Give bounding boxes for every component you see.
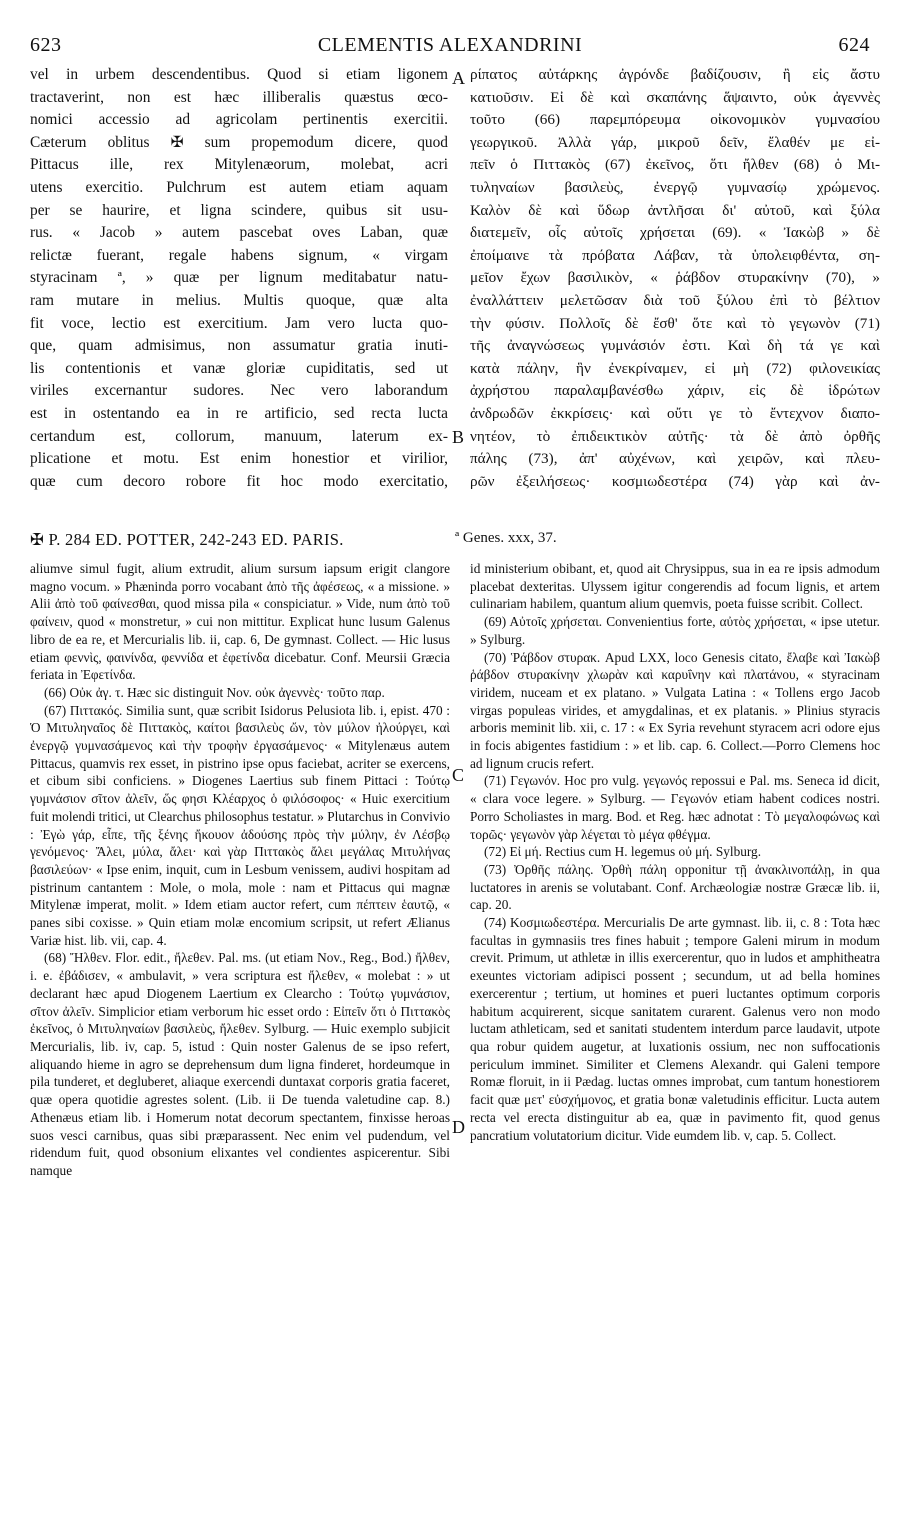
edition-reference: ✠ P. 284 ED. POTTER, 242-243 ED. PARIS. bbox=[30, 530, 344, 549]
margin-marker-d: D bbox=[452, 1117, 465, 1137]
greek-text-line: τοῦτο (66) παρεμπόρευμα οἰκονομικὸν γυμνασίου bbox=[470, 111, 880, 129]
latin-text-line: plicatione et motu. Est enim honestior et virilior, bbox=[30, 450, 448, 468]
latin-text-line: quæ cum decoro robore fit hoc modo exercitatio, bbox=[30, 472, 448, 490]
latin-text-line: viriles excernantur sudores. Nec vero laborandum bbox=[30, 382, 448, 400]
running-header bbox=[30, 34, 870, 58]
latin-text-line: certandum est, collorum, manuum, laterum ex- bbox=[30, 427, 448, 445]
latin-text-column bbox=[30, 64, 448, 493]
latin-text-line: Cæterum oblitus ✠ sum propemodum dicere, quod bbox=[30, 133, 448, 151]
latin-text-line: fit voce, lectio est exercitium. Jam vero lucta quo- bbox=[30, 314, 448, 332]
margin-marker-a: A bbox=[452, 68, 465, 88]
greek-text-line: πάλης (73), ἀπ' αὐχένων, καὶ χειρῶν, καὶ πλευ- bbox=[470, 450, 880, 468]
greek-text-column bbox=[470, 64, 880, 493]
greek-text-line: ἐποίμαινε τὰ πρόβατα Λάβαν, τὰ ὑπολειφθέντα, ση- bbox=[470, 246, 880, 264]
latin-text-line: styracinam ª, » quæ per lignum meditabatur natu- bbox=[30, 269, 448, 287]
latin-text-line: est in ostentando ea in re artificio, sed recta lucta bbox=[30, 404, 448, 422]
footnote-a: ª Genes. xxx, 37. bbox=[455, 530, 557, 546]
notes-column-right bbox=[470, 560, 880, 1144]
greek-text-line: ἐναλλάττειν μελετῶσαν διὰ τοῦ ξύλου ἐπὶ τὸ βέλτιον bbox=[470, 291, 880, 309]
greek-text-line: πεῖν ὁ Πιττακὸς (67) ἐκεῖνος, ὅτι ἤλθεν (68) ὁ Μι- bbox=[470, 156, 880, 174]
note-paragraph: (74) Κοσμιωδεστέρα. Mercurialis De arte gymnast. lib. ii, c. 8 : Tota hæc facultas in gymnasiis tres fines habuit ; tempore Galeni mirum in modum crevit. Primum, ut athletæ in illis exercerentur, quo in ludos et amphitheatra exeuntes victoriam adipisci possent ; secundum, ut ad bella homines exercerentur ; tertium, ut homines et pueri luctantes optimum corporis habitum acquirerent, sicque sanitatem curarent. Galenus vero non modo luctam athleticam, sed et sanitati studentem interdum parce laudavit, utpote qua robur quidem augetur, at luxationis ossium, nec non suffocationis periculum imminet. Similiter et Clemens Alexandr. qui Galeni tempore Romæ floruit, in ii Pædag. luctas omnes improbat, cum tantum honestiorem facit quæ μετ' εὐσχήμονος, et gratia bonæ valetudinis efficitur. Lucta autem recta vel erecta distinguitur ab ea, quæ in pavimento fit, quod genus pancratium volutatorium dicitur. Vide eumdem lib. v, cap. 5. Collect. bbox=[470, 915, 880, 1143]
latin-text-line: per se haurire, et ligna scindere, quibus sit usu- bbox=[30, 201, 448, 219]
latin-text-line: nomici accessio ad agricolam pertinentis exercitii. bbox=[30, 111, 448, 129]
greek-text-line: μεῖον ἔχων βασιλικὸν, « ῥάβδον στυρακίνην (70), » bbox=[470, 269, 880, 287]
greek-text-line: ρῶν ἐξειλήσεως· κοσμιωδεστέρα (74) γὰρ καὶ ἀν- bbox=[470, 472, 880, 490]
latin-text-line: que, quam admisimus, non assumatur gratia inuti- bbox=[30, 337, 448, 355]
greek-text-line: γεωργικοῦ. Ἀλλὰ γάρ, μικροῦ δεῖν, ἔλαθέν με εἰ- bbox=[470, 133, 880, 151]
latin-text-line: ram mutare in melius. Multis quoque, quæ alta bbox=[30, 291, 448, 309]
margin-marker-c: C bbox=[452, 765, 465, 785]
greek-text-line: νητέον, τὸ ἐπιδεικτικὸν αὐτῆς· τὰ δὲ ἀπὸ ὀρθῆς bbox=[470, 427, 880, 445]
latin-text-line: utens exercitio. Pulchrum est autem etiam aquam bbox=[30, 178, 448, 196]
greek-text-line: τυληναίων βασιλεὺς, ἐνεργῷ γυμνασίῳ χρώμενος. bbox=[470, 178, 880, 196]
greek-text-line: ἀνδρωδῶν ἐκκρίσεις· καὶ οὔτι γε τὸ ἔντεχνον διαπο- bbox=[470, 404, 880, 422]
greek-text-line: ρίπατος αὐτάρκης ἀγρόνδε βαδίζουσιν, ἢ εἰς ἄστυ bbox=[470, 66, 880, 83]
note-paragraph: (66) Οὐκ ἀγ. τ. Hæc sic distinguit Nov. οὐκ ἀγεννὲς· τοῦτο παρ. bbox=[44, 684, 385, 700]
greek-text-line: διατεμεῖν, οἷς αὐτοῖς χρήσεται (69). « Ἰακὼβ » δὲ bbox=[470, 224, 880, 242]
note-paragraph: (72) Εἰ μή. Rectius cum H. legemus οὐ μή. Sylburg. bbox=[484, 844, 762, 860]
page-number-left: 623 bbox=[30, 34, 62, 56]
greek-text-line: ἀχρήστου παραλαμβανέσθω χάριν, εἰς δὲ ἱδρώτων bbox=[470, 382, 880, 400]
latin-text-line: relictæ fuerant, regale habens signum, « virgam bbox=[30, 246, 448, 264]
note-paragraph: (73) Ὀρθῆς πάλης. Ὀρθὴ πάλη opponitur τῇ ἀνακλινοπάλῃ, in qua luctatores in arenis se volutabant. Conf. Archæologiæ nostræ Græcæ lib. ii, cap. 20. bbox=[470, 861, 880, 913]
note-paragraph: aliumve simul fugit, alium extrudit, alium sursum iapsum erigit clangore magno vocum. » Phæninda porro vocabant ἀπὸ τῆς ἀφέσεως, « a missione. » Alii ἀπὸ τοῦ φαίνεσθαι, quod missa pila « conspiciatur. » Vide, num ἀπὸ τοῦ φαίνειν, quod « monstretur, » cui non mittitur. Explicat hunc lusum Galenus libro de ea re, et Mercurialis lib. ii, cap. 6, De gymnast. Collect. — Hic lusus etiam φεννὶς, φαινίνδα, φεννίδα et ἐφετίνδα dicebatur. Conf. Meursii Græcia feriata in Ἐφετίνδα. bbox=[30, 561, 450, 683]
latin-text-line: vel in urbem descendentibus. Quod si etiam ligonem bbox=[30, 66, 448, 83]
greek-text-line: τὴν φύσιν. Πολλοῖς δὲ ἔσθ' ὅτε καὶ τὸ γεγωνὸν (71) bbox=[470, 314, 880, 332]
note-paragraph: id ministerium obibant, et, quod ait Chrysippus, sua in ea re ipsis admodum placebat dexteritas. Ulyssem igitur congerendis ad focum lignis, et artem culinariam habilem, quantum alium quemvis, poeta fuisse scribit. Collect. bbox=[470, 561, 880, 612]
margin-marker-b: B bbox=[452, 427, 465, 447]
note-paragraph: (69) Αὐτοῖς χρήσεται. Convenientius forte, αὐτὸς χρήσεται, « ipse utetur. » Sylburg. bbox=[470, 614, 880, 647]
greek-text-line: Καλὸν δὲ καὶ ὕδωρ ἀντλῆσαι δι' αὐτοῦ, καὶ ξύλα bbox=[470, 201, 880, 219]
latin-text-line: Pittacus ille, rex Mitylenæorum, molebat, acri bbox=[30, 156, 448, 174]
page-number-right: 624 bbox=[838, 34, 870, 56]
notes-column-left bbox=[30, 560, 450, 1180]
greek-text-line: τῆς ἀναγνώσεως γυμνάσιόν ἐστι. Καὶ δὴ τά γε καὶ bbox=[470, 337, 880, 355]
running-title: CLEMENTIS ALEXANDRINI bbox=[317, 34, 583, 56]
greek-text-line: κατιοῦσιν. Εἰ δὲ καὶ σκαπάνης ἅψαιντο, οὐκ ἀγεννὲς bbox=[470, 88, 880, 106]
note-paragraph: (68) Ἤλθεν. Flor. edit., ἤλεθεν. Pal. ms. (ut etiam Nov., Reg., Bod.) ἤλθεν, i. e. ἐβάδισεν, « ambulavit, » vera scriptura est ἤλεθεν, « molebat : » ut declarant hæc apud Diogenem Laertium ex Clearcho : Τούτῳ γυμνάσιον, σῖτον ἀλεῖν. Simplicior etiam verborum hic esset ordo : Εἰπεῖν ὅτι ὁ Πιττακὸς ἐκεῖνος, ὁ Μιτυληναίων βασιλεὺς, ἤλεθεν. Sylburg. — Huic exemplo subjicit Mercurialis, lib. iv, cap. 5, istud : Quin noster Galenus de se ipso refert, aliquando hieme in agro se deprehensum dum ligna finderet, hordeumque in pila tunderet, et degluberet, aliaque exercendi duntaxat corporis gratia faceret, quæ opera quotidie agrestes solent. (Lib. ii De tuenda valetudine cap. 8.) Athenæus etiam lib. i Homerum notat decorum spectantem, finxisse heroas suos vesci carnibus, quas sibi præparassent. Nec enim vel pudendum, vel ridendum fuit, quod obsonium elixantes vel condientes aspicerentur. Sibi namque bbox=[30, 950, 450, 1178]
note-paragraph: (71) Γεγωνόν. Hoc pro vulg. γεγωνός repossui e Pal. ms. Seneca id dicit, « clara voce legere. » Sylburg. — Γεγωνόν etiam habent codices nostri. Porro Scholiastes in marg. Bod. et Reg. hæc adnotat : Τὸ μεγαλοφώνως καὶ τορῶς· γεγωνὸν γὰρ λέγεται τὸ μέγα φθέγμα. bbox=[470, 773, 880, 842]
note-paragraph: (67) Πιττακός. Similia sunt, quæ scribit Isidorus Pelusiota lib. i, epist. 470 : Ὁ Μιτυληναῖος δὲ Πιττακὸς, καίτοι βασιλεὺς ὤν, τὸν μύλον ἠλούργει, καὶ ἐνεργῷ γυμνασάμενος καὶ τὴν τροφὴν ἐργασάμενος· « Mitylenæus autem Pittacus, quamvis rex esset, in pistrino ipse opus faciebat, acriter se exercens, et cibum sibi conficiens. » Diogenes Laertius sub finem Pittaci : Τούτῳ γυμνάσιον σῖτον ἀλεῖν, ὥς φησι Κλέαρχος ὁ φιλόσοφος· « Huic exercitium fuit molendi tritici, ut Clearchus philosophus testatur. » Plutarchus in Convivio : Ἐγὼ γάρ, εἶπε, τῆς ξένης ἤκουον ἀδούσης πρὸς τὴν μύλην, ἐν Λέσβῳ γενόμενος· Ἄλει, μύλα, ἄλει· καὶ γὰρ Πιττακὸς ἄλει μεγάλας Μιτυλήνας βασιλεύων· « Ipse enim, inquit, cum in Lesbum venissem, audivi hospitam ad pistrinum cantantem : Mole, o mola, mole : nam et Pittacus qui magnæ Mitylenæ imperat, molit. » Idem etiam auctor refert, cum πέπτειν ἑαυτῷ, « panes sibi coxisse. » Quin etiam molæ encomium scripsit, ut refert Ælianus Variæ hist. lib. vii, cap. 4. bbox=[30, 702, 450, 948]
greek-text-line: κατὰ πάλην, ἣν ἐνεκρίναμεν, εἰ μὴ (72) φιλονεικίας bbox=[470, 359, 880, 377]
latin-text-line: lis contentionis et vanæ gloriæ cupiditatis, sed ut bbox=[30, 359, 448, 377]
latin-text-line: rus. « Jacob » autem pascebat oves Laban, quæ bbox=[30, 224, 448, 242]
note-paragraph: (70) Ῥάβδον στυρακ. Apud LXX, loco Genesis citato, ἔλαβε καὶ Ἰακὼβ ῥάβδον στυρακίνην χλωρὰν καὶ καρυΐνην καὶ πλατάνου, « styracinam viridem, nuceam et ex platano. » Vulgata Latina : « Tollens ergo Jacob virgas populeas virides, et amygdalinas, et ex platanis. » Plinius styracis arboris meminit lib. xii, c. 17 : « Ex Syria revehunt styracem acri odore ejus in focis abigentes fastidium : » et lib. cap. 6. Collect.—Porro Clemens hoc ad lignum crucis refert. bbox=[470, 649, 880, 771]
latin-text-line: tractaverint, non est hæc illiberalis quæstus œco- bbox=[30, 88, 448, 106]
